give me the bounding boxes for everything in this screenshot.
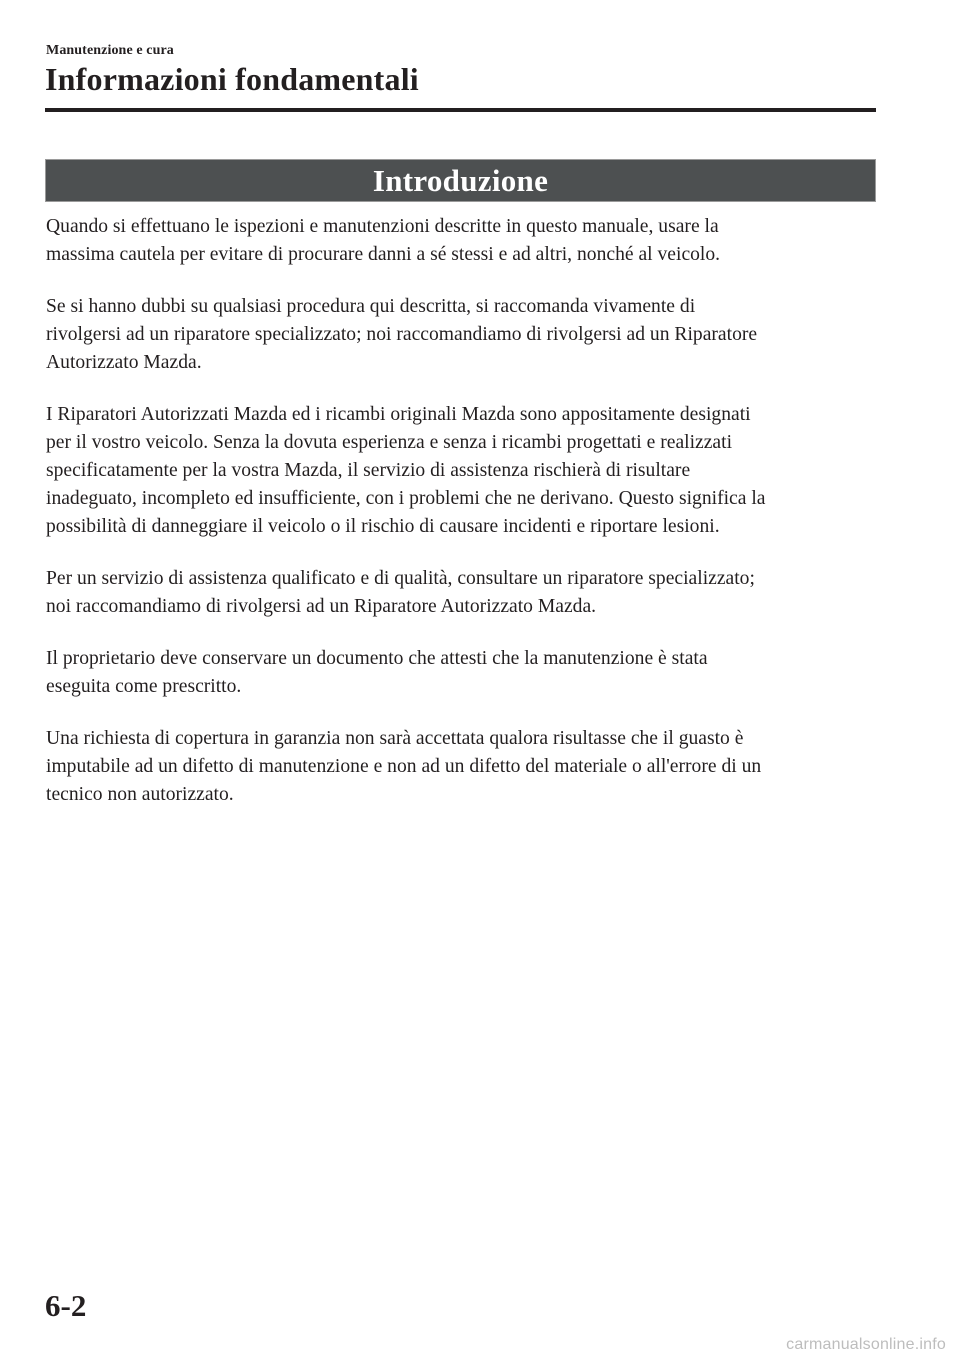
section-label: Manutenzione e cura	[46, 43, 174, 58]
text-line: possibilità di danneggiare il veicolo o il rischio di causare incidenti e riportare lesioni.	[46, 516, 720, 537]
text-line: imputabile ad un difetto di manutenzione e non ad un difetto del materiale o all'errore di un	[46, 756, 762, 777]
paragraph	[46, 725, 876, 809]
text-line: inadeguato, incompleto ed insufficiente, con i problemi che ne derivano. Questo significa la	[46, 488, 766, 509]
body-text	[46, 213, 876, 833]
watermark: carmanualsonline.info	[786, 1336, 946, 1353]
text-line: eseguita come prescritto.	[46, 676, 242, 697]
banner-title: Introduzione	[372, 162, 549, 198]
text-line: Il proprietario deve conservare un documento che attesti che la manutenzione è stata	[46, 648, 708, 669]
text-line: per il vostro veicolo. Senza la dovuta esperienza e senza i ricambi progettati e realizzati	[46, 432, 733, 453]
text-line: massima cautela per evitare di procurare danni a sé stessi e ad altri, nonché al veicolo.	[46, 244, 721, 265]
text-line: Per un servizio di assistenza qualificato e di qualità, consultare un riparatore specializzato;	[46, 568, 755, 589]
paragraph	[46, 645, 876, 701]
text-line: Quando si effettuano le ispezioni e manutenzioni descritte in questo manuale, usare la	[46, 216, 719, 237]
text-line: tecnico non autorizzato.	[46, 784, 234, 805]
text-line: Se si hanno dubbi su qualsiasi procedura qui descritta, si raccomanda vivamente di	[46, 296, 696, 317]
title-divider	[45, 108, 876, 112]
paragraph	[46, 401, 876, 541]
text-line: specificatamente per la vostra Mazda, il servizio di assistenza rischierà di risultare	[46, 460, 691, 481]
page-number: 6-2	[45, 1288, 87, 1323]
text-line: Una richiesta di copertura in garanzia non sarà accettata qualora risultasse che il guasto è	[46, 728, 744, 749]
text-line: I Riparatori Autorizzati Mazda ed i ricambi originali Mazda sono appositamente designati	[46, 404, 751, 425]
text-line: rivolgersi ad un riparatore specializzato; noi raccomandiamo di rivolgersi ad un Riparatore	[46, 324, 758, 345]
paragraph	[46, 565, 876, 621]
paragraph	[46, 293, 876, 377]
chapter-title: Informazioni fondamentali	[45, 61, 419, 97]
section-banner	[45, 159, 876, 202]
text-line: Autorizzato Mazda.	[46, 352, 202, 373]
text-line: noi raccomandiamo di rivolgersi ad un Riparatore Autorizzato Mazda.	[46, 596, 597, 617]
paragraph	[46, 213, 876, 269]
